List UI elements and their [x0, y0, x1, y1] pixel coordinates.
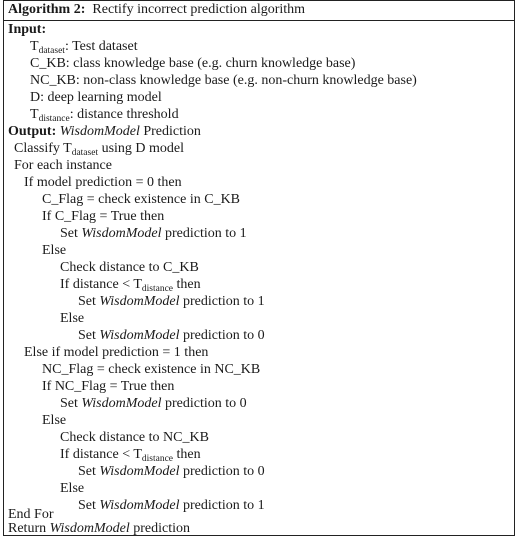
- algorithm-title: [8, 1, 305, 18]
- algorithm-number: Algorithm 2:: [8, 2, 86, 17]
- step-if-pred0: If model prediction = 0 then: [24, 175, 182, 190]
- input-t-dataset: $T_{dataset}$: Test dataset: [30, 39, 138, 56]
- step-else-2: Else: [60, 311, 85, 326]
- input-c-kb: C_KB: class knowledge base (e.g. churn knowledge base): [30, 56, 356, 71]
- step-classify: Classify $T_{dataset}$ using D model: [14, 141, 185, 158]
- step-nc-flag: NC_Flag = check existence in NC_KB: [42, 362, 261, 377]
- step-if-dist-2: If distance < $T_{distance}$ then: [60, 447, 201, 464]
- step-if-nc-flag: If NC_Flag = True then: [42, 379, 175, 394]
- step-end-for: End For: [8, 507, 54, 522]
- step-set-1b: Set WisdomModel prediction to 1: [78, 294, 265, 309]
- step-set-1a: Set WisdomModel prediction to 1: [60, 226, 247, 241]
- step-else-4: Else: [60, 481, 85, 496]
- step-set-0b: Set WisdomModel prediction to 0: [60, 396, 247, 411]
- step-else-if-pred1: Else if model prediction = 1 then: [24, 345, 209, 360]
- step-for-each: For each instance: [14, 158, 112, 173]
- step-else-3: Else: [42, 413, 67, 428]
- input-d: D: deep learning model: [30, 90, 162, 105]
- input-nc-kb: NC_KB: non-class knowledge base (e.g. non-churn knowledge base): [30, 73, 417, 88]
- output-line: Output: WisdomModel Prediction: [8, 124, 201, 139]
- step-if-dist-1: If distance < $T_{distance}$ then: [60, 277, 201, 294]
- step-set-0c: Set WisdomModel prediction to 0: [78, 464, 265, 479]
- step-else-1: Else: [42, 243, 67, 258]
- step-check-c-kb: Check distance to C_KB: [60, 260, 199, 275]
- input-t-distance: $T_{distance}$: distance threshold: [30, 107, 179, 124]
- step-if-c-flag: If C_Flag = True then: [42, 209, 165, 224]
- algorithm-name: Rectify incorrect prediction algorithm: [92, 2, 306, 17]
- step-set-1c: Set WisdomModel prediction to 1: [78, 498, 265, 513]
- step-return: Return WisdomModel prediction: [8, 521, 190, 536]
- step-check-nc-kb: Check distance to NC_KB: [60, 430, 209, 445]
- step-set-0a: Set WisdomModel prediction to 0: [78, 328, 265, 343]
- input-label: Input:: [8, 22, 47, 37]
- step-c-flag: C_Flag = check existence in C_KB: [42, 192, 241, 207]
